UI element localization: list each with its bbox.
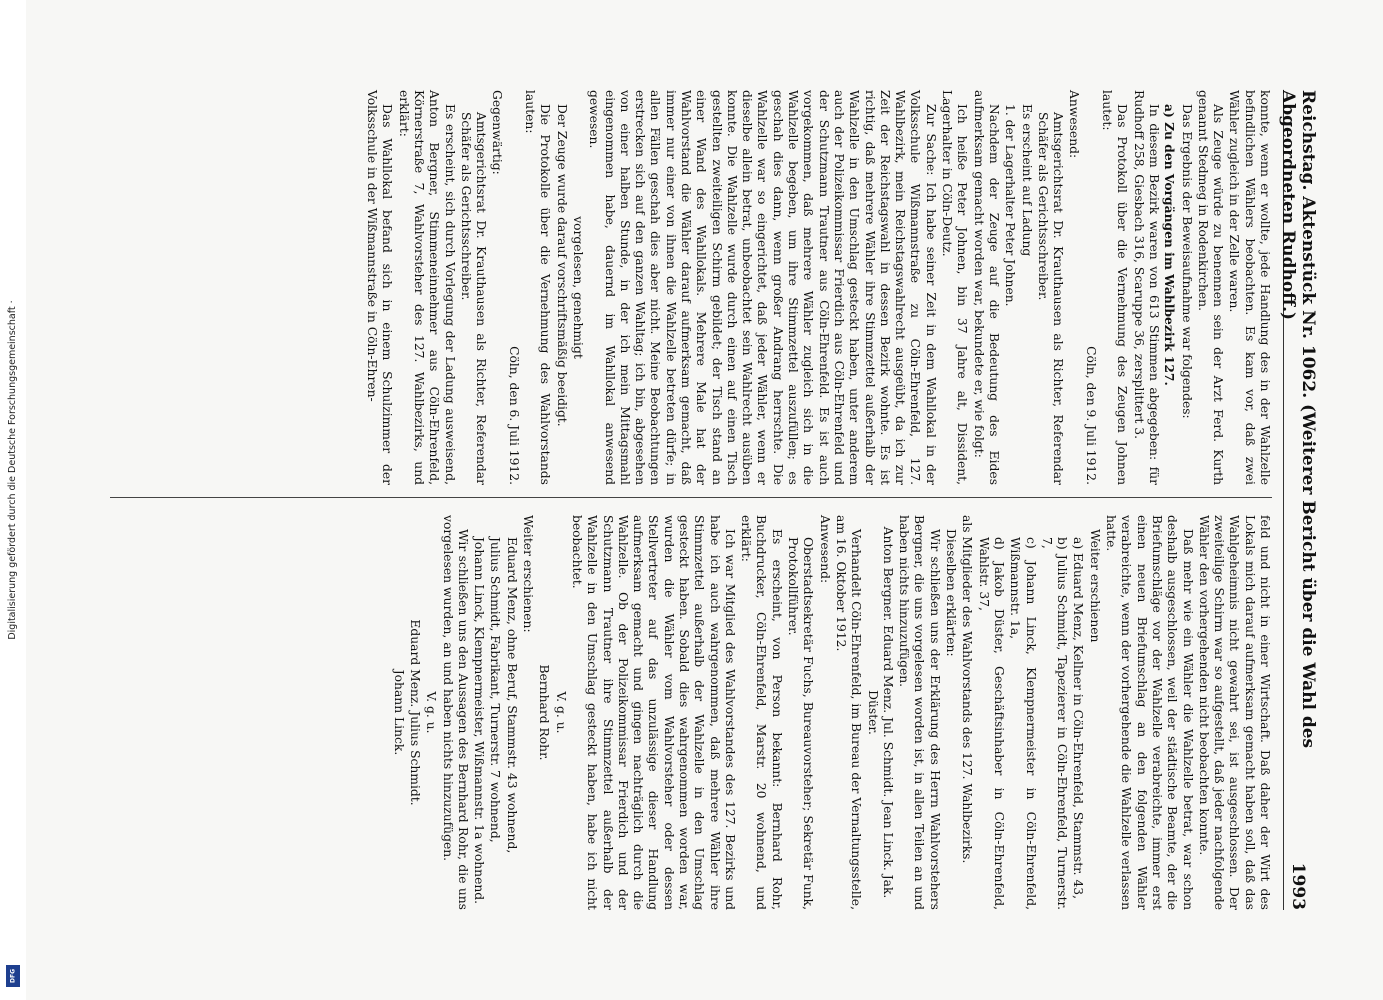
- paragraph: Wir schließen uns der Erklärung des Herrn Wahlvorstehers Bergner, die uns vorgelesen worden ist, in allen Teilen an und haben nichts hinzuzufügen.: [897, 515, 942, 910]
- left-column: [110, 90, 1272, 485]
- paragraph: Das Protokoll über die Vernehmung des Zeugen Johnen lautet:: [1100, 90, 1130, 485]
- paragraph: Anton Bergner. Eduard Menz. Jul. Schmidt. Jean Linck. Jak. Düster.: [865, 526, 895, 899]
- paragraph: Anwesend:: [817, 515, 832, 584]
- running-title: Reichstag. Aktenstück Nr. 1062. (Weiterer Bericht über die Wahl des Abgeordneten Rudhoff.): [1278, 90, 1318, 749]
- paragraph: Johann Linck.: [391, 669, 406, 756]
- paragraph: Anwesend:: [1067, 90, 1082, 159]
- paragraph: Johann Linck, Klempnermeister, Wißmannstr. 1a wohnend.: [472, 537, 487, 905]
- paragraph: Weiter erschienen:: [521, 515, 536, 633]
- paragraph: konnte, wenn er wollte, jede Handlung des in der Wahlzelle befindlichen Wählers beobachten. Es kam vor, daß zwei Wähler zugleich in der Zelle waren.: [1227, 90, 1272, 485]
- digitization-note: Digitalisierung gefördert durch die Deutsche Forschungsgemeinschaft ·: [7, 300, 18, 640]
- right-column: [110, 515, 1272, 910]
- paragraph: Es erscheint, von Person bekannt: Bernhard Rohr, Buchdrucker, Cöln-Ehrenfeld, Marstr. 20 wohnend, und erklärt:: [739, 515, 784, 910]
- paragraph: Zur Sache: Ich habe seiner Zeit in dem Wahllokal in der Volksschule Wißmannstraße zu Cöln-Ehrenfeld, 127. Wahlbezirk, mein Reichstagswahlrecht ausgeübt, da ich zur Zeit der Reichstagswahl in dessen Bezirk wohnte. Es ist richtig, daß mehrere Wähler ihre Stimmzettel außerhalb der Wahlzelle in den Umschlag gesteckt haben, unter anderem auch der Polizeikommissar Frierdich aus Cöln-Ehrenfeld und der Schutzmann Trautner aus Cöln-Ehrenfeld. Es ist auch vorgekommen, daß mehrere Wähler zugleich sich in die Wahlzelle begeben, um ihre Stimmzettel auszufüllen; es geschah dies dann, wenn großer Andrang herrschte. Die Wahlzelle war so eingerichtet, daß jeder Wähler, wenn er dieselbe allein betrat, unbeobachtet sein Wahlrecht ausüben konnte. Die Wahlzelle wurde durch einen auf einen Tisch gestellten zweiteiligen Schirm gebildet; der Tisch stand an einer Wand des Wahllokals. Mehrere Male hat der Wahlvorstand die Wähler darauf aufmerksam gemacht, daß immer nur einer von ihnen die Wahlzelle betreten dürfe; in allen Fällen geschah dies aber nicht. Meine Beobachtungen erstrecken sich auf den ganzen Wahltag; ich bin, abgesehen von einer halben Stunde, in der ich mein Mittagsmahl eingenommen habe, dauernd im Wahllokal anwesend gewesen.: [587, 90, 938, 485]
- paragraph: d) Jakob Düster, Geschäftsinhaber in Cöln-Ehrenfeld, Wahlstr. 37,: [976, 537, 1006, 910]
- paragraph: Die Protokolle über die Vernehmung des Wahlvorstands lauten:: [523, 90, 553, 485]
- paragraph: Cöln, den 9. Juli 1912.: [1083, 346, 1098, 485]
- document-page: [90, 70, 1320, 930]
- paragraph: Daß mehr wie ein Wähler die Wahlzelle betrat, war schon deshalb ausgeschlossen, weil der städtische Beamte, der die Briefumschläge vor der Wahlzelle verabreichte, immer erst einen neuen Briefumschlag an den folgenden Wähler verabreichte, wenn der vorhergehende die Wahlzelle verlassen hatte.: [1104, 515, 1195, 910]
- paragraph: c) Johann Linck, Klempnermeister in Cöln-Ehrenfeld, Wißmannstr. 1a,: [1008, 537, 1038, 910]
- paragraph: feld und nicht in einer Wirtschaft. Daß daher der Wirt des Lokals mich darauf aufmerksam gemacht haben soll, daß das Wahlgeheimnis nicht gewahrt sei, ist ausgeschlossen. Der zweiteilige Schirm war so aufgestellt, daß jeder nachfolgende Wähler den vorhergehenden nicht beobachten konnte.: [1196, 515, 1272, 910]
- paragraph: Eduard Menz. Julius Schmidt.: [407, 619, 422, 806]
- paragraph: Julius Schmidt, Fabrikant, Turnerstr. 7 wohnend,: [488, 537, 503, 843]
- paragraph: Amtsgerichtsrat Dr. Krauthausen als Richter, Referendar Schäfer als Gerichtsschreiber.: [1035, 112, 1066, 485]
- dfg-logo: DFG: [6, 965, 20, 987]
- paragraph: a) Eduard Menz, Kellner in Cöln-Ehrenfeld, Stammstr. 43,: [1071, 537, 1086, 900]
- paragraph: Das Wahllokal befand sich in einem Schulzimmer der Volksschule in der Wißmannstraße in Cöln-Ehren-: [365, 90, 395, 485]
- paragraph: Es erscheint, sich durch Vorlegung der Ladung ausweisend, Anton Bergner, Stimmeneinnehmer aus Cöln-Ehrenfeld, Körnerstraße 7, Wahlvorsteher des 127. Wahlbezirks, und erklärt:: [396, 90, 457, 485]
- paragraph: Oberstadtsekretär Fuchs, Bureauvorsteher; Sekretär Funk, Protokollführer.: [786, 537, 816, 910]
- paragraph: Ich heiße Peter Johnen, bin 37 Jahre alt, Dissident, Lagerhalter in Cöln-Deutz.: [940, 90, 970, 485]
- paragraph: Es erscheint auf Ladung: [1019, 104, 1034, 257]
- paragraph: 1. der Lagerhalter Peter Johnen.: [1003, 104, 1018, 307]
- paragraph: V. g. u.: [553, 691, 568, 734]
- paragraph: Gegenwärtig:: [490, 90, 505, 175]
- paragraph: vorgelesen, genehmigt: [570, 216, 585, 359]
- paragraph: Bernhard Rohr.: [537, 664, 552, 761]
- paragraph: als Mitglieder des Wahlvorstands des 127. Wahlbezirks.: [960, 515, 975, 864]
- page-header: [1278, 90, 1318, 910]
- paragraph: Dieselben erklärten:: [944, 529, 959, 657]
- paragraph: a) Zu den Vorgängen im Wahlbezirk 127.: [1162, 104, 1178, 386]
- paragraph: Der Zeuge wurde darauf vorschriftsmäßig beeidigt.: [554, 104, 569, 427]
- paragraph: Eduard Menz, ohne Beruf, Stammstr. 43 wohnend,: [504, 537, 519, 854]
- paragraph: Cöln, den 6. Juli 1912.: [506, 346, 521, 485]
- paragraph: Ich war Mitglied des Wahlvorstandes des 127. Bezirks und habe ich auch wahrgenommen, daß mehrere Wähler ihre Stimmzettel außerhalb der Wahlzelle in den Umschlag gesteckt haben. Sobald dies wahrgenommen worden war, wurden die Wähler vom Wahlvorsteher oder dessen Stellvertreter auf das unzulässige dieser Handlung aufmerksam gemacht und gingen nachträglich durch die Wahlzelle. Ob der Polizeikommissar Frierdich und der Schutzmann Trautner ihre Stimmzettel außerhalb der Wahlzelle in den Umschlag gesteckt haben, habe ich nicht beobachtet.: [569, 515, 737, 910]
- paragraph: Amtsgerichtsrat Dr. Krauthausen als Richter, Referendar Schäfer als Gerichtsschreiber.: [458, 112, 489, 485]
- paragraph: Nachdem der Zeuge auf die Bedeutung des Eides aufmerksam gemacht worden war, bekundete er, wie folgt:: [971, 90, 1001, 485]
- page-number: 1993: [1288, 862, 1308, 910]
- column-divider: [110, 497, 1272, 498]
- paragraph: Das Ergebnis der Beweisaufnahme war folgendes:: [1179, 104, 1194, 419]
- paragraph: Verhandelt Cöln-Ehrenfeld, im Bureau der Vernaltungsstelle, am 16. Oktober 1912.: [833, 515, 864, 910]
- page-holder: [80, 0, 1330, 1000]
- paragraph: In diesem Bezirk waren von 613 Stimmen abgegeben: für Rudhoff 258, Giesbach 316, Scaruppe 36, zersplittert 3.: [1131, 90, 1161, 485]
- paragraph: Weiter erschienen: [1087, 529, 1102, 643]
- paragraph: b) Julius Schmidt, Tapezierer in Cöln-Ehrenfeld, Turnerstr. 7,: [1039, 537, 1070, 910]
- paragraph: V. g. u.: [424, 691, 439, 734]
- paragraph: Als Zeuge würde zu benennen sein der Arzt Ferd. Kurth genannt Stedmeg in Rodenkirchen.: [1195, 90, 1226, 485]
- paragraph: Wir schließen uns den Aussagen des Bernhard Rohr, die uns vorgelesen wurden, an und haben nichts hinzuzufügen.: [440, 515, 470, 910]
